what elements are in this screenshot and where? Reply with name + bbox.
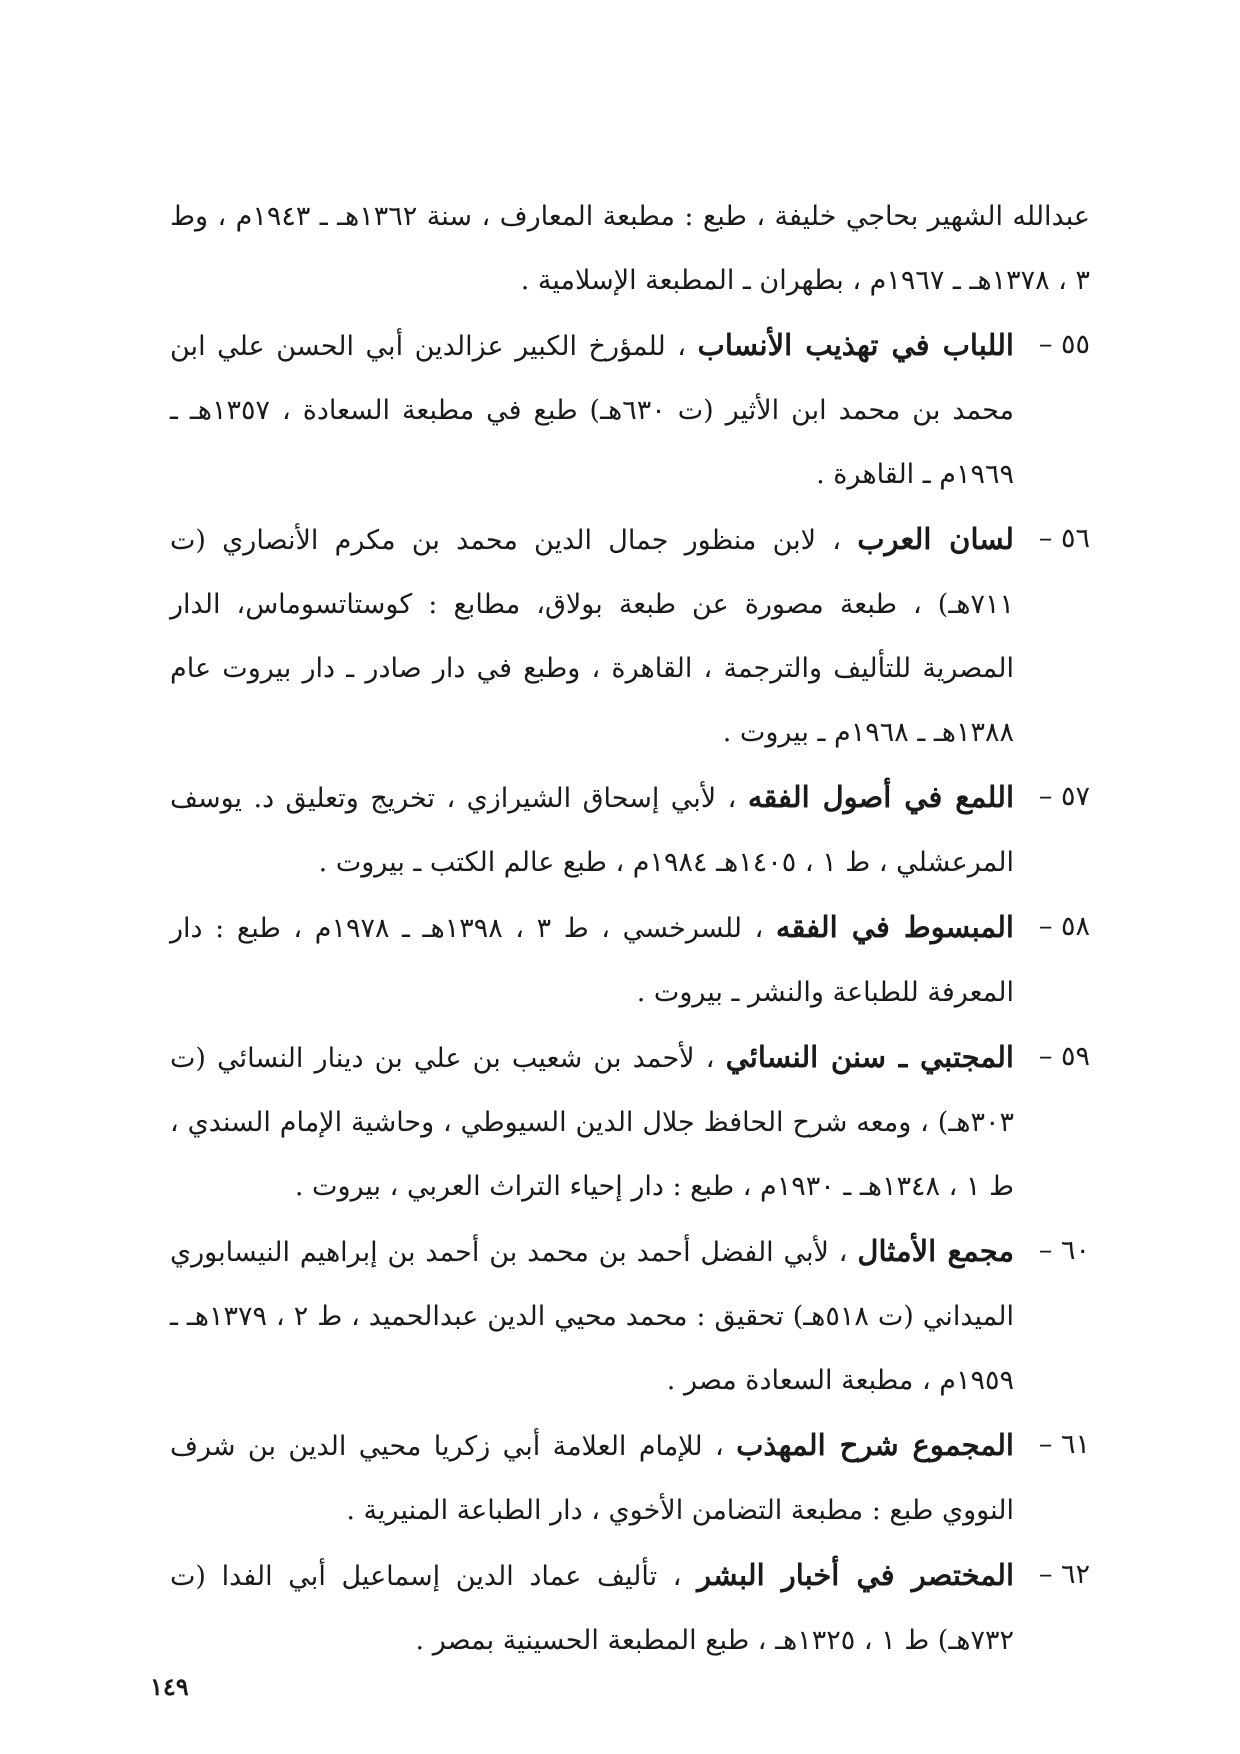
entry-number: ٥٧ – [1038,781,1090,812]
bibliography-entry [170,313,1090,507]
entry-text: ، لأبي إسحاق الشيرازي ، تخريج وتعليق د. يوسف المرعشلي ، ط ١ ، ١٤٠٥هـ ١٩٨٤م ، طبع عالم الكتب ـ بيروت . [170,783,1014,878]
entry-number: ٥٦ – [1038,523,1090,554]
entry-text: ، للسرخسي ، ط ٣ ، ١٣٩٨هـ ـ ١٩٧٨م ، طبع : دار المعرفة للطباعة والنشر ـ بيروت . [170,913,1014,1008]
entry-title: اللباب في تهذيب الأنساب [697,328,1014,362]
bibliography-entry [170,1219,1090,1413]
bibliography-list [170,185,1090,1673]
entry-number: ٥٨ – [1038,911,1090,942]
entry-title: المجتبي ـ سنن النسائي [725,1040,1014,1074]
bibliography-entry [170,1543,1090,1673]
entry-title: اللمع في أصول الفقه [747,780,1014,814]
entry-text: ، لأبي الفضل أحمد بن محمد بن أحمد بن إبراهيم النيسابوري الميداني (ت ٥١٨هـ) تحقيق : محمد محيي الدين عبدالحميد ، ط ٢ ، ١٣٧٩هـ ـ ١٩٥٩م ، مطبعة السعادة مصر . [170,1237,1014,1396]
entry-number: ٦٠ – [1038,1235,1090,1266]
entry-text: ، للإمام العلامة أبي زكريا محيي الدين بن شرف النووي طبع : مطبعة التضامن الأخوي ، دار الطباعة المنيرية . [170,1431,1014,1526]
entry-number: ٦٢ – [1038,1559,1090,1590]
entry-title: لسان العرب [857,522,1014,556]
entry-text: ، تأليف عماد الدين إسماعيل أبي الفدا (ت ٧٣٢هـ) ط ١ ، ١٣٢٥هـ ، طبع المطبعة الحسينية بمصر . [170,1561,1014,1656]
entry-text: ، لأحمد بن شعيب بن علي بن دينار النسائي (ت ٣٠٣هـ) ، ومعه شرح الحافظ جلال الدين السيوطي ، وحاشية الإمام السندي ، ط ١ ، ١٣٤٨هـ ـ ١٩٣٠م ، طبع : دار إحياء التراث العربي ، بيروت . [170,1043,1014,1202]
entry-title: المبسوط في الفقه [775,910,1014,944]
bibliography-entry [170,507,1090,765]
continued-entry: عبدالله الشهير بحاجي خليفة ، طبع : مطبعة المعارف ، سنة ١٣٦٢هـ ـ ١٩٤٣م ، وط ٣ ، ١٣٧٨هـ ـ ١٩٦٧م ، بطهران ـ المطبعة الإسلامية . [170,201,1090,296]
entry-number: ٥٥ – [1038,329,1090,360]
entry-text: ، للمؤرخ الكبير عزالدين أبي الحسن علي ابن محمد بن محمد ابن الأثير (ت ٦٣٠هـ) طبع في مطبعة السعادة ، ١٣٥٧هـ ـ ١٩٦٩م ـ القاهرة . [170,331,1014,490]
bibliography-entry [170,765,1090,895]
bibliography-entry [170,1413,1090,1543]
page-number: ١٤٩ [150,1672,189,1701]
bibliography-entry [170,1025,1090,1219]
bibliography-entry [170,895,1090,1025]
entry-title: مجمع الأمثال [857,1234,1014,1268]
entry-number: ٥٩ – [1038,1041,1090,1072]
entry-title: المختصر في أخبار البشر [697,1558,1014,1592]
entry-number: ٦١ – [1038,1429,1090,1460]
entry-text: ، لابن منظور جمال الدين محمد بن مكرم الأنصاري (ت ٧١١هـ) ، طبعة مصورة عن طبعة بولاق، مطابع : كوستاتسوماس، الدار المصرية للتأليف والترجمة ، القاهرة ، وطبع في دار صادر ـ دار بيروت عام ١٣٨٨هـ ـ ١٩٦٨م ـ بيروت . [170,525,1014,748]
entry-title: المجموع شرح المهذب [736,1428,1014,1462]
